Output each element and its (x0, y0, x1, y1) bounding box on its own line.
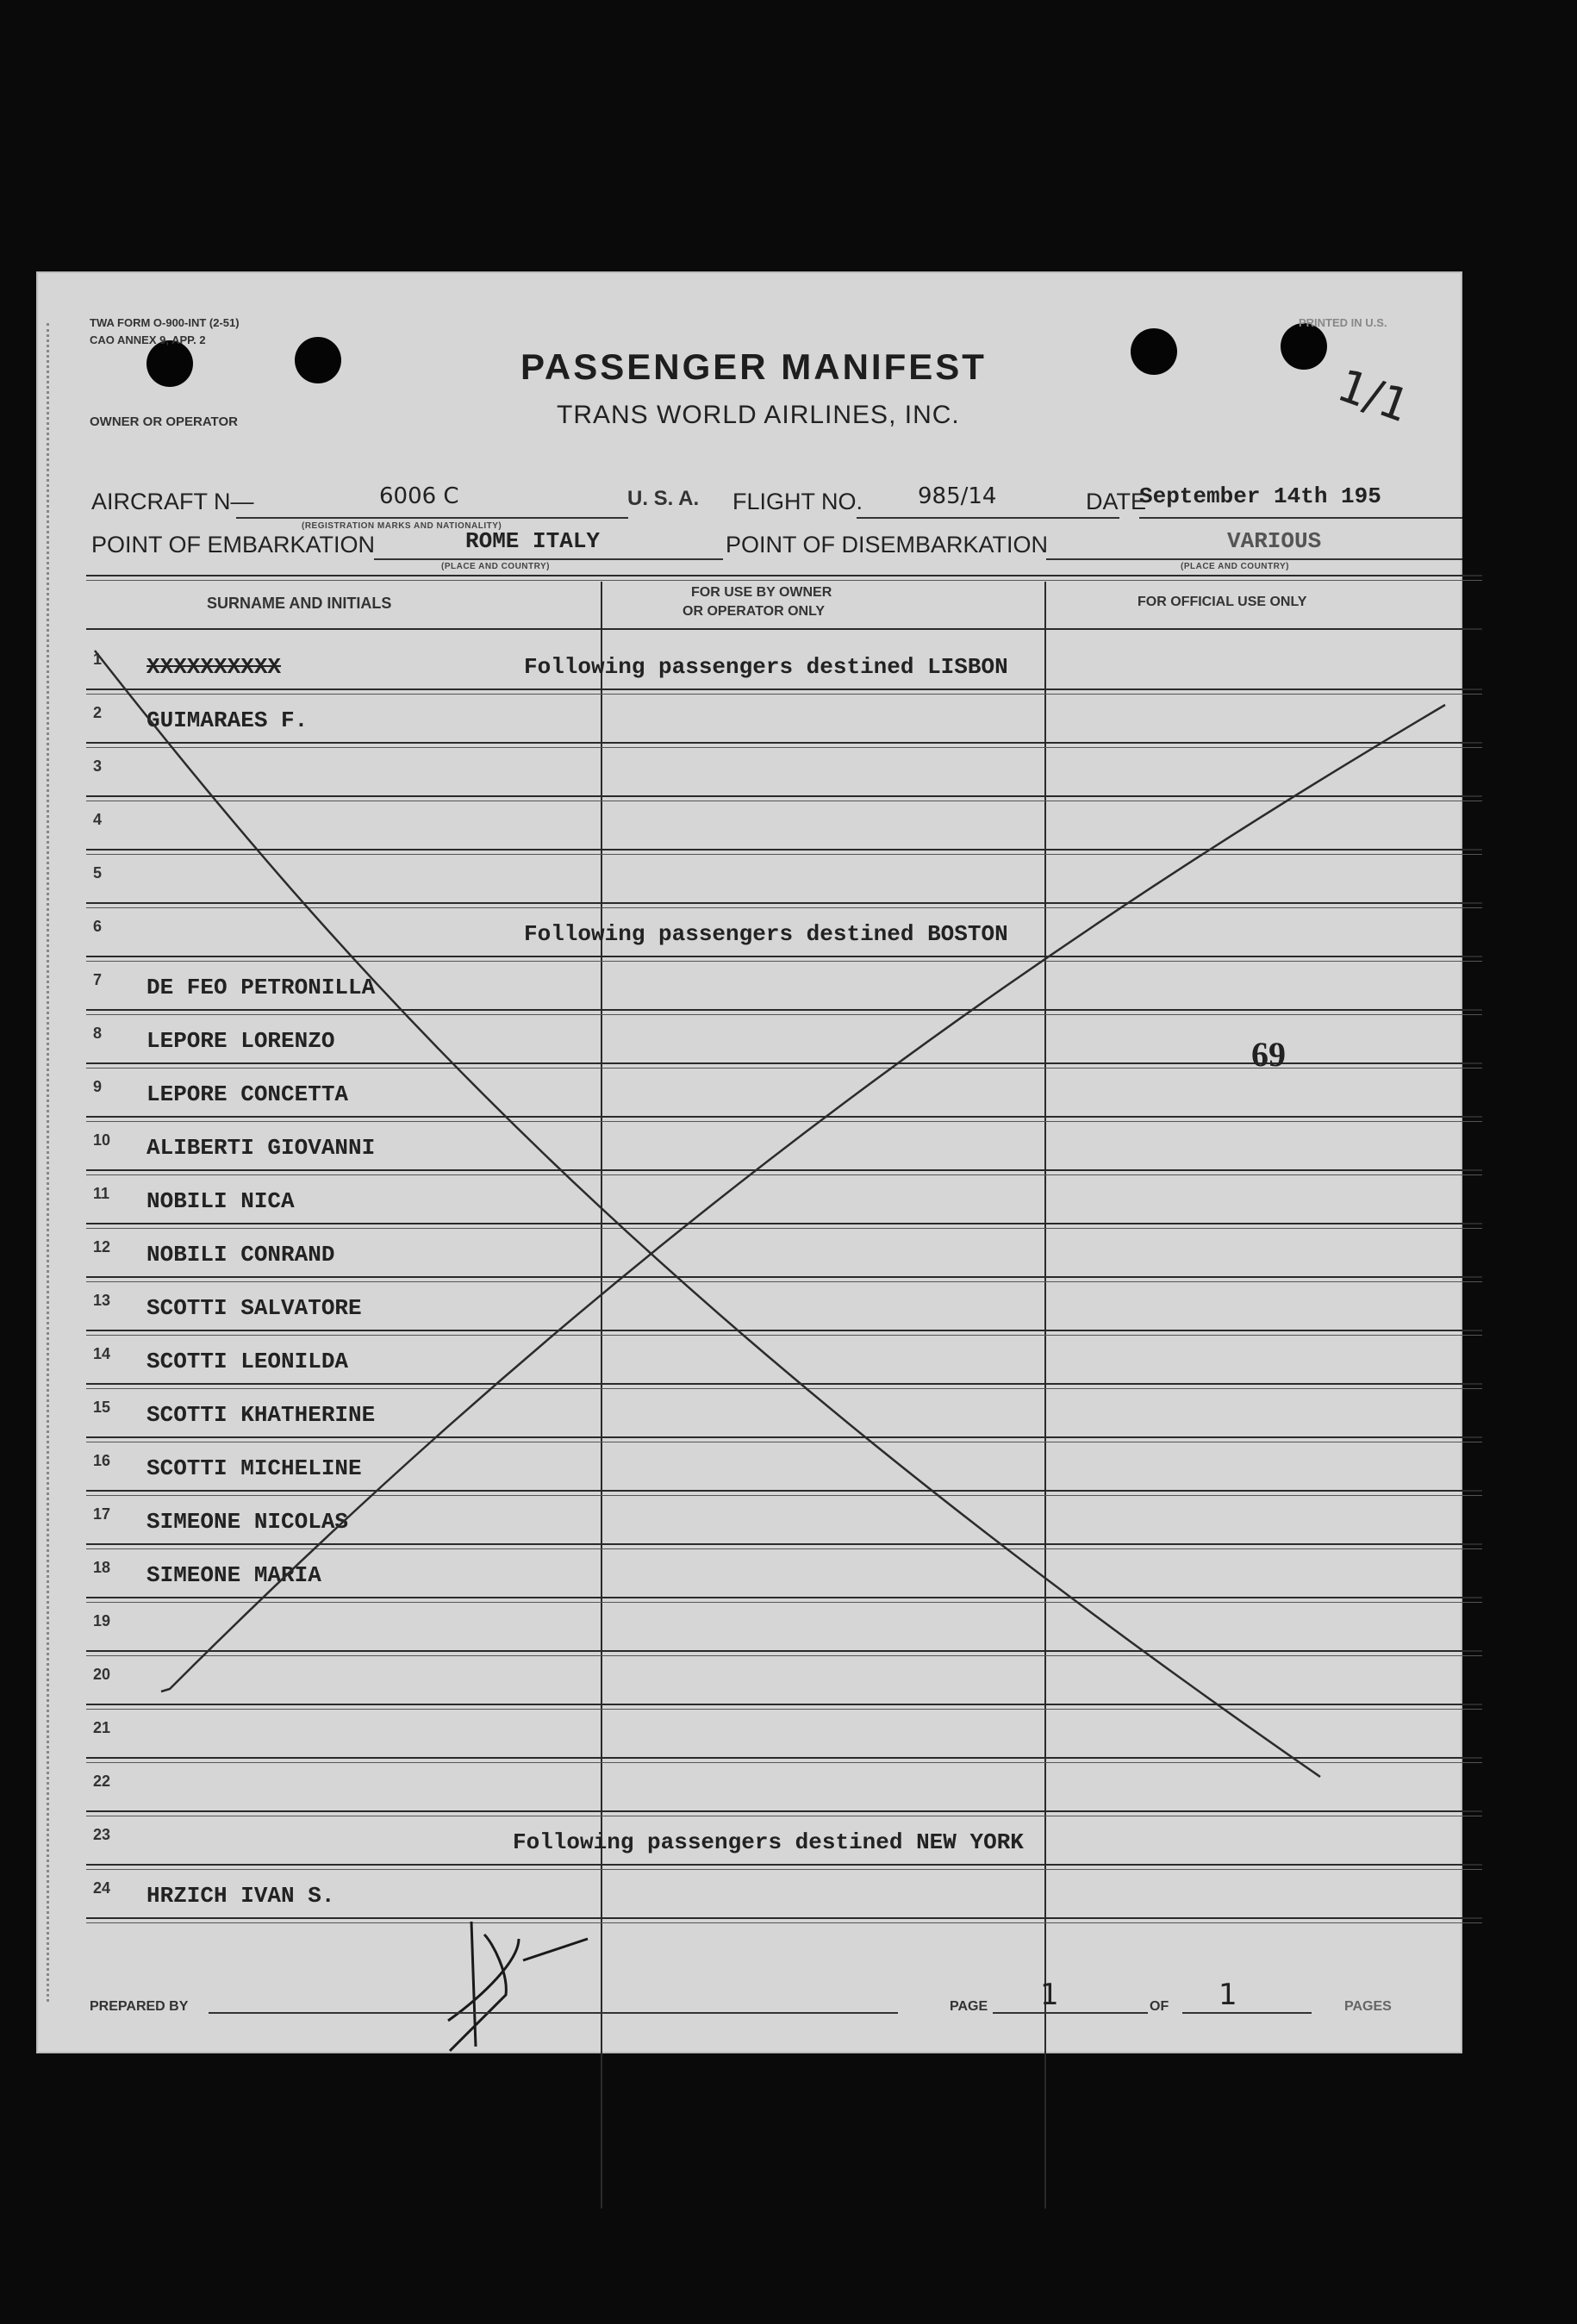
row-number: 3 (93, 757, 103, 775)
table-top-rule (86, 580, 1482, 581)
row-rule (86, 1709, 1482, 1710)
row-number: 16 (93, 1452, 111, 1469)
row-rule (86, 1281, 1482, 1282)
passenger-name: DE FEO PETRONILLA (146, 975, 376, 1000)
row-rule (86, 1704, 1482, 1705)
row-number: 6 (93, 918, 103, 935)
row-rule (86, 961, 1482, 962)
official-mark: 69 (1251, 1035, 1286, 1074)
prepared-label: PREPARED BY (90, 1999, 189, 2014)
row-rule (86, 795, 1482, 797)
row-rule (86, 902, 1482, 904)
disembark-underline (1046, 558, 1462, 560)
initials-scribble (448, 1922, 588, 2051)
passenger-name: SCOTTI MICHELINE (146, 1455, 362, 1481)
row-number: 5 (93, 864, 103, 882)
passenger-name: SIMEONE NICOLAS (146, 1509, 349, 1535)
row-rule (86, 849, 1482, 850)
form-number: TWA FORM O-900-INT (2-51) (90, 316, 240, 329)
row-rule (86, 1330, 1482, 1331)
airline-name: TRANS WORLD AIRLINES, INC. (557, 401, 960, 429)
column-divider (1044, 582, 1046, 2209)
row-rule (86, 1864, 1482, 1866)
row-rule (86, 1121, 1482, 1122)
row-rule (86, 1655, 1482, 1656)
disembark-label: POINT OF DISEMBARKATION (726, 532, 1049, 558)
page-value: 1 (1040, 1978, 1059, 2012)
row-rule (86, 1548, 1482, 1549)
punch-hole (295, 337, 341, 383)
row-rule (86, 1335, 1482, 1336)
row-rule (86, 1650, 1482, 1652)
page-underline (993, 2012, 1148, 2014)
corner-mark: 1/1 (1331, 359, 1417, 433)
row-rule (86, 854, 1482, 855)
row-rule (86, 1757, 1482, 1759)
flight-underline (857, 517, 1119, 519)
row-rule (86, 1922, 1482, 1923)
passenger-name: SCOTTI SALVATORE (146, 1295, 362, 1321)
pages-label: PAGES (1344, 1999, 1392, 2014)
surname-header: SURNAME AND INITIALS (207, 595, 392, 612)
cao-annex: CAO ANNEX 9, APP. 2 (90, 333, 206, 346)
row-number: 8 (93, 1025, 103, 1042)
row-number: 12 (93, 1238, 111, 1255)
passenger-name: HRZICH IVAN S. (146, 1883, 335, 1909)
disembark-note: (PLACE AND COUNTRY) (1181, 562, 1289, 571)
flight-label: FLIGHT NO. (732, 489, 863, 514)
destination-note: Following passengers destined BOSTON (524, 921, 1008, 947)
row-number: 7 (93, 971, 103, 988)
row-rule (86, 747, 1482, 748)
registration-note: (REGISTRATION MARKS AND NATIONALITY) (302, 521, 502, 531)
row-number: 4 (93, 811, 103, 828)
row-number: 15 (93, 1399, 111, 1416)
row-rule (86, 1223, 1482, 1224)
row-number: 14 (93, 1345, 111, 1362)
embark-underline (374, 558, 723, 560)
row-rule (86, 1014, 1482, 1015)
aircraft-underline (236, 517, 628, 519)
row-rule (86, 1495, 1482, 1496)
of-value: 1 (1219, 1978, 1237, 2012)
column-divider (601, 582, 602, 2209)
official-header: FOR OFFICIAL USE ONLY (1138, 595, 1307, 609)
passenger-name: SIMEONE MARIA (146, 1562, 321, 1588)
prepared-underline (209, 2012, 898, 2014)
passenger-name: LEPORE CONCETTA (146, 1081, 349, 1107)
row-rule (86, 1116, 1482, 1118)
owner-use-header: FOR USE BY OWNER (691, 585, 832, 600)
embark-note: (PLACE AND COUNTRY) (441, 562, 550, 571)
row-number: 22 (93, 1773, 111, 1790)
passenger-name: SCOTTI KHATHERINE (146, 1402, 376, 1428)
row-rule (86, 1169, 1482, 1171)
row-rule (86, 1276, 1482, 1278)
row-rule (86, 1810, 1482, 1812)
row-rule (86, 688, 1482, 690)
left-perforation (47, 323, 49, 2002)
passenger-name: XXXXXXXXXX (146, 654, 282, 680)
passenger-name: LEPORE LORENZO (146, 1028, 335, 1054)
of-underline (1182, 2012, 1312, 2014)
owner-label: OWNER OR OPERATOR (90, 414, 238, 429)
row-rule (86, 1174, 1482, 1175)
row-number: 18 (93, 1559, 111, 1576)
printed-in: PRINTED IN U.S. (1299, 316, 1387, 329)
passenger-name: GUIMARAES F. (146, 707, 309, 733)
owner-use-header: OR OPERATOR ONLY (683, 604, 826, 619)
row-number: 19 (93, 1612, 111, 1629)
aircraft-value: 6006 C (379, 483, 459, 509)
date-label: DATE (1086, 489, 1147, 514)
row-number: 20 (93, 1666, 111, 1683)
of-label: OF (1150, 1999, 1169, 2014)
aircraft-label: AIRCRAFT N— (91, 489, 254, 514)
row-number: 10 (93, 1131, 111, 1149)
punch-hole (1281, 323, 1327, 370)
row-number: 13 (93, 1292, 111, 1309)
page-title: PASSENGER MANIFEST (520, 346, 987, 387)
row-rule (86, 1436, 1482, 1438)
table-top-rule (86, 575, 1482, 576)
embark-value: ROME ITALY (465, 528, 601, 554)
row-rule (86, 956, 1482, 957)
manifest-sheet (36, 271, 1462, 2053)
row-number: 17 (93, 1505, 111, 1523)
nationality: U. S. A. (627, 487, 700, 510)
row-rule (86, 1869, 1482, 1870)
row-number: 9 (93, 1078, 103, 1095)
punch-hole (146, 340, 193, 387)
row-number: 23 (93, 1826, 111, 1843)
passenger-name: NOBILI CONRAND (146, 1242, 335, 1268)
row-rule (86, 1228, 1482, 1229)
row-rule (86, 1388, 1482, 1389)
page-label: PAGE (950, 1999, 988, 2014)
row-number: 2 (93, 704, 103, 721)
table-header-rule (86, 628, 1482, 630)
embark-label: POINT OF EMBARKATION (91, 532, 376, 558)
passenger-name: SCOTTI LEONILDA (146, 1349, 349, 1374)
date-value: September 14th 195 (1139, 483, 1381, 509)
row-rule (86, 742, 1482, 744)
row-rule (86, 694, 1482, 695)
row-rule (86, 1917, 1482, 1919)
row-rule (86, 1762, 1482, 1763)
row-number: 21 (93, 1719, 111, 1736)
row-rule (86, 1602, 1482, 1603)
row-rule (86, 1383, 1482, 1385)
row-number: 24 (93, 1879, 111, 1897)
date-underline (1139, 517, 1462, 519)
row-number: 1 (93, 651, 103, 668)
destination-note: Following passengers destined LISBON (524, 654, 1008, 680)
row-rule (86, 1009, 1482, 1011)
flight-value: 985/14 (918, 483, 997, 509)
passenger-name: NOBILI NICA (146, 1188, 295, 1214)
row-rule (86, 1597, 1482, 1598)
punch-hole (1131, 328, 1177, 375)
row-rule (86, 907, 1482, 908)
row-rule (86, 1543, 1482, 1545)
destination-note: Following passengers destined NEW YORK (513, 1829, 1024, 1855)
row-number: 11 (93, 1185, 110, 1202)
row-rule (86, 1490, 1482, 1492)
disembark-value: VARIOUS (1227, 528, 1322, 554)
passenger-name: ALIBERTI GIOVANNI (146, 1135, 376, 1161)
